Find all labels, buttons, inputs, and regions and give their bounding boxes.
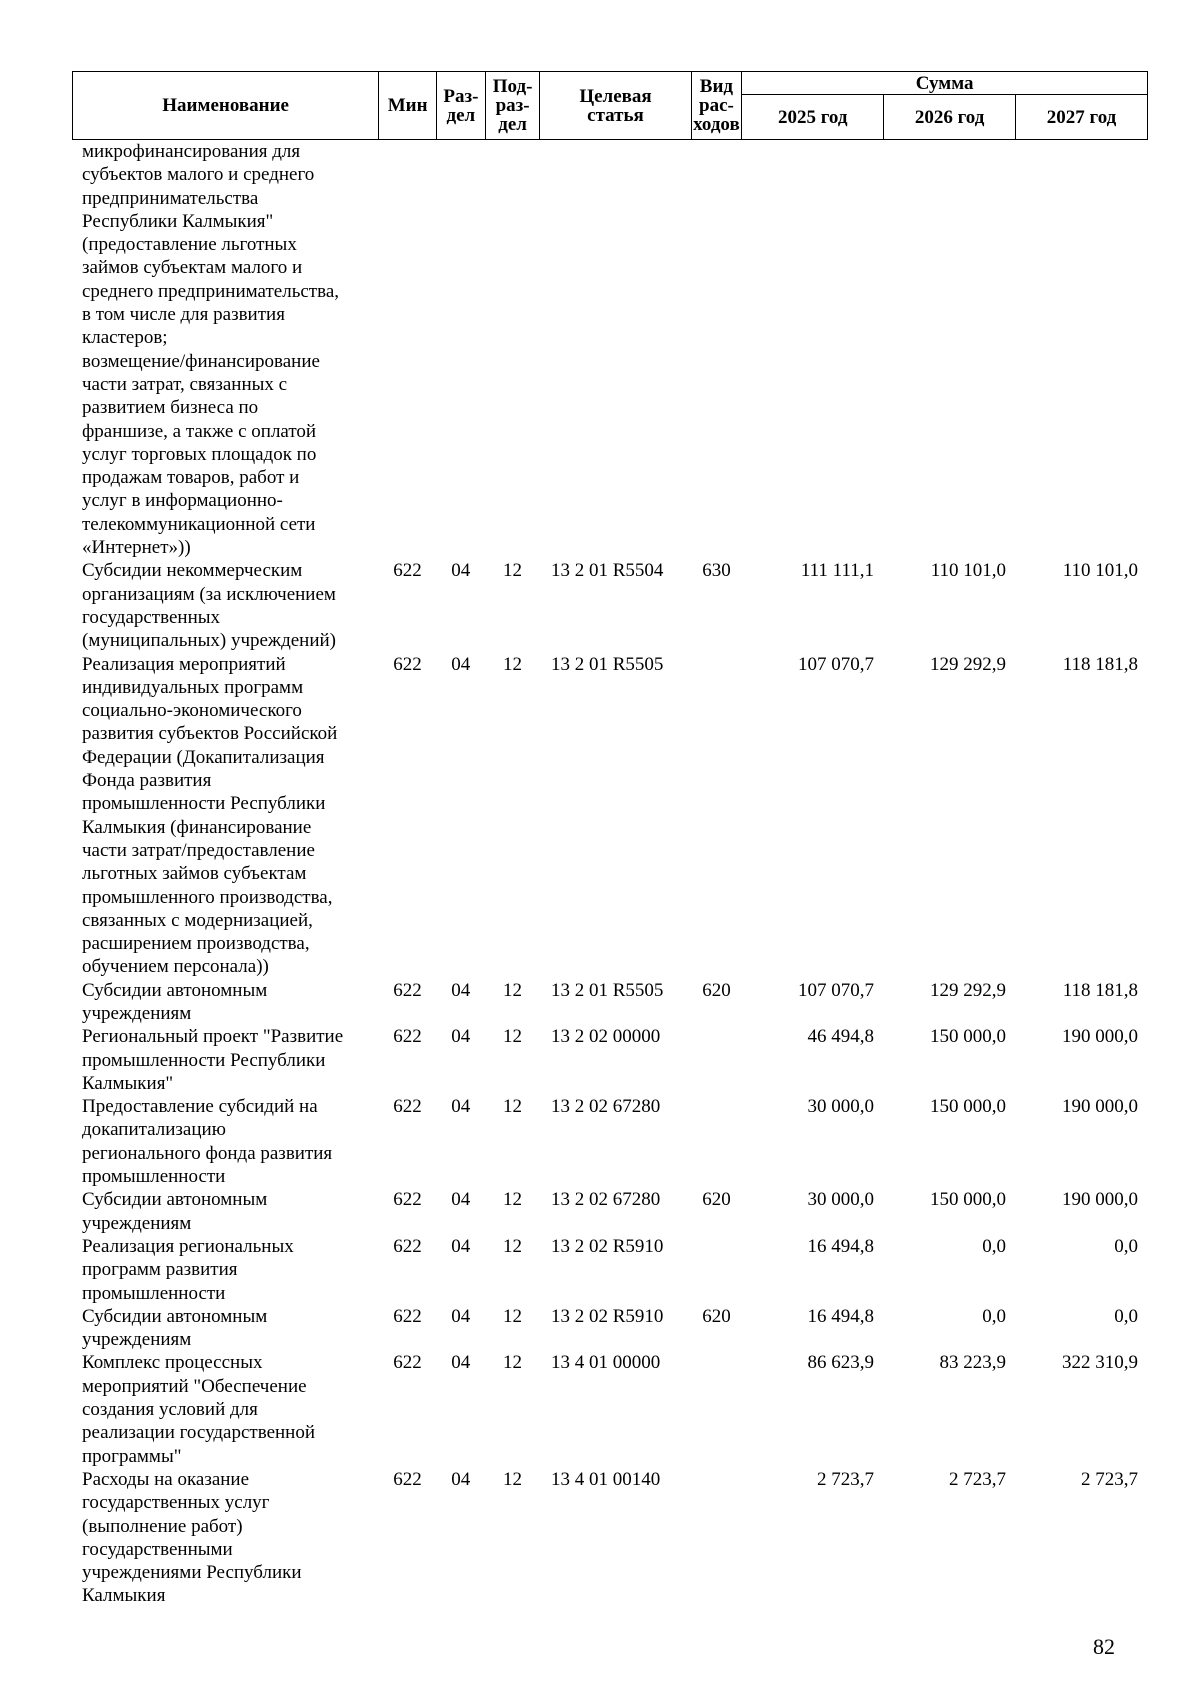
- page-number: 82: [1093, 1634, 1115, 1659]
- table-row: [72, 1468, 1148, 1608]
- row-2027: 322 310,9: [1062, 1352, 1138, 1374]
- header-target: Целевая статья: [540, 72, 691, 140]
- table-row: [72, 1305, 1148, 1352]
- row-2027: 190 000,0: [1062, 1096, 1138, 1118]
- row-razdel: 04: [451, 1189, 471, 1211]
- row-2025: 16 494,8: [807, 1305, 875, 1327]
- row-target: 13 2 02 00000: [550, 1026, 661, 1048]
- row-razdel: 04: [451, 1026, 471, 1048]
- row-min: 622: [393, 1468, 422, 1490]
- table-row: [72, 559, 1148, 652]
- row-2027: 190 000,0: [1062, 1026, 1138, 1048]
- row-podrazdel: 12: [503, 1305, 523, 1327]
- header-2025: 2025 год: [742, 95, 884, 140]
- table-row: [72, 1025, 1148, 1095]
- header-2026: 2026 год: [884, 95, 1016, 140]
- row-2026: [884, 140, 1016, 559]
- row-name: Реализация мероприятий индивидуальных программ социально-экономического развития субъектов Российской Федерации (Докапитализация Фонда развития промышленности Республики Калмыкия (финансирование части затрат/предоставление льготных займов субъектам промышленного производства, связанных с модернизацией, расширением производства, обучением персонала)): [82, 653, 338, 978]
- row-2025: 107 070,7: [798, 653, 875, 675]
- row-podrazdel: 12: [503, 1189, 523, 1211]
- header-2027: 2027 год: [1016, 95, 1148, 140]
- row-podrazdel: 12: [503, 1235, 523, 1257]
- row-2026: 150 000,0: [929, 1096, 1006, 1118]
- row-name: Региональный проект "Развитие промышленности Республики Калмыкия": [82, 1026, 344, 1094]
- row-min: [379, 140, 437, 559]
- row-name: Субсидии автономным учреждениям: [82, 1305, 268, 1351]
- row-podrazdel: 12: [503, 1096, 523, 1118]
- row-target: 13 2 01 R5504: [550, 560, 664, 582]
- row-vid: 620: [702, 1305, 731, 1327]
- row-podrazdel: 12: [503, 653, 523, 675]
- row-podrazdel: 12: [503, 1352, 523, 1374]
- row-vid: 620: [702, 1189, 731, 1211]
- row-min: 622: [393, 560, 422, 582]
- row-name: Субсидии автономным учреждениям: [82, 979, 268, 1024]
- row-podrazdel: 12: [503, 560, 523, 582]
- row-name: Предоставление субсидий на докапитализацию регионального фонда развития промышленности: [82, 1096, 333, 1188]
- row-razdel: 04: [451, 1305, 471, 1327]
- row-name: Субсидии некоммерческим организациям (за исключением государственных (муниципальных) учреждений): [82, 560, 336, 652]
- row-min: 622: [393, 1305, 422, 1327]
- row-vid: [691, 1235, 742, 1305]
- row-min: 622: [393, 1235, 422, 1257]
- row-target: 13 2 02 R5910: [550, 1235, 664, 1257]
- row-razdel: 04: [451, 979, 471, 1001]
- row-2027: 118 181,8: [1062, 979, 1138, 1001]
- row-podrazdel: [485, 140, 540, 559]
- row-vid: [691, 1025, 742, 1095]
- row-2025: 86 623,9: [807, 1352, 875, 1374]
- row-razdel: 04: [451, 1235, 471, 1257]
- row-razdel: 04: [451, 1352, 471, 1374]
- row-name: Расходы на оказание государственных услуг (выполнение работ) государственными учреждениями Республики Калмыкия: [82, 1468, 302, 1607]
- row-min: 622: [393, 1026, 422, 1048]
- row-2025: 30 000,0: [807, 1189, 875, 1211]
- row-2025: [742, 140, 884, 559]
- row-2025: 2 723,7: [817, 1468, 875, 1490]
- row-vid: [691, 1095, 742, 1188]
- row-2025: 30 000,0: [807, 1096, 875, 1118]
- row-target: [540, 140, 691, 559]
- table-row: [72, 140, 1148, 559]
- row-2026: 129 292,9: [929, 979, 1006, 1001]
- row-razdel: 04: [451, 1468, 471, 1490]
- row-2027: 190 000,0: [1062, 1189, 1138, 1211]
- row-target: 13 4 01 00140: [550, 1468, 661, 1490]
- row-target: 13 2 01 R5505: [550, 979, 664, 1001]
- row-min: 622: [393, 1189, 422, 1211]
- row-target: 13 2 02 67280: [550, 1189, 661, 1211]
- row-vid: [691, 140, 742, 559]
- row-2026: 150 000,0: [929, 1026, 1006, 1048]
- row-2026: 150 000,0: [929, 1189, 1006, 1211]
- row-2027: 0,0: [1114, 1235, 1138, 1257]
- row-target: 13 4 01 00000: [550, 1352, 661, 1374]
- row-vid: 630: [702, 560, 731, 582]
- row-2026: 0,0: [982, 1235, 1006, 1257]
- row-min: 622: [393, 653, 422, 675]
- table-row: [72, 1188, 1148, 1235]
- row-min: 622: [393, 1096, 422, 1118]
- row-target: 13 2 02 67280: [550, 1096, 661, 1118]
- row-vid: [691, 1468, 742, 1608]
- row-2027: [1016, 140, 1148, 559]
- row-2026: 110 101,0: [930, 560, 1006, 582]
- table-row: [72, 1095, 1148, 1188]
- row-vid: 620: [702, 979, 731, 1001]
- header-min: Мин: [379, 72, 437, 140]
- row-name: микрофинансирования для субъектов малого и среднего предпринимательства Республики Калмыкия" (предоставление льготных займов субъектам малого и среднего предпринимательства, в том числе для развития кластеров; возмещение/финансирование части затрат, связанных с развитием бизнеса по франшизе, а также с оплатой услуг торговых площадок по продажам товаров, работ и услуг в информационно- телекоммуникационной сети «Интернет»)): [82, 141, 340, 559]
- row-name: Комплекс процессных мероприятий "Обеспечение создания условий для реализации государственной программы": [82, 1352, 316, 1467]
- header-name: Наименование: [73, 72, 379, 140]
- row-min: 622: [393, 979, 422, 1001]
- table-row: [72, 979, 1148, 1026]
- row-2027: 0,0: [1114, 1305, 1138, 1327]
- row-target: 13 2 01 R5505: [550, 653, 664, 675]
- row-2025: 16 494,8: [807, 1235, 875, 1257]
- row-vid: [691, 653, 742, 979]
- row-vid: [691, 1351, 742, 1467]
- row-razdel: [436, 140, 485, 559]
- row-2025: 111 111,1: [800, 560, 875, 582]
- row-target: 13 2 02 R5910: [550, 1305, 664, 1327]
- table-body: [72, 140, 1148, 1608]
- header-vid: Вид рас- ходов: [691, 72, 742, 140]
- row-2026: 2 723,7: [948, 1468, 1006, 1490]
- row-podrazdel: 12: [503, 979, 523, 1001]
- table-row: [72, 653, 1148, 979]
- table-row: [72, 1351, 1148, 1467]
- row-2027: 110 101,0: [1062, 560, 1138, 582]
- row-2027: 2 723,7: [1081, 1468, 1138, 1490]
- row-podrazdel: 12: [503, 1468, 523, 1490]
- row-2025: 107 070,7: [798, 979, 875, 1001]
- table-header: [72, 71, 1148, 140]
- row-2027: 118 181,8: [1062, 653, 1138, 675]
- row-2026: 129 292,9: [929, 653, 1006, 675]
- row-2026: 83 223,9: [939, 1352, 1006, 1374]
- row-razdel: 04: [451, 653, 471, 675]
- header-razdel: Раз- дел: [437, 72, 486, 140]
- row-podrazdel: 12: [503, 1026, 523, 1048]
- row-razdel: 04: [451, 1096, 471, 1118]
- row-2025: 46 494,8: [807, 1026, 875, 1048]
- row-2026: 0,0: [982, 1305, 1006, 1327]
- row-name: Реализация региональных программ развития промышленности: [82, 1235, 294, 1304]
- row-name: Субсидии автономным учреждениям: [82, 1189, 268, 1234]
- budget-table: [72, 71, 1148, 1608]
- header-podrazdel: Под- раз- дел: [485, 72, 540, 140]
- header-sum: Сумма: [742, 72, 1148, 95]
- row-razdel: 04: [451, 560, 471, 582]
- table-row: [72, 1235, 1148, 1305]
- row-min: 622: [393, 1352, 422, 1374]
